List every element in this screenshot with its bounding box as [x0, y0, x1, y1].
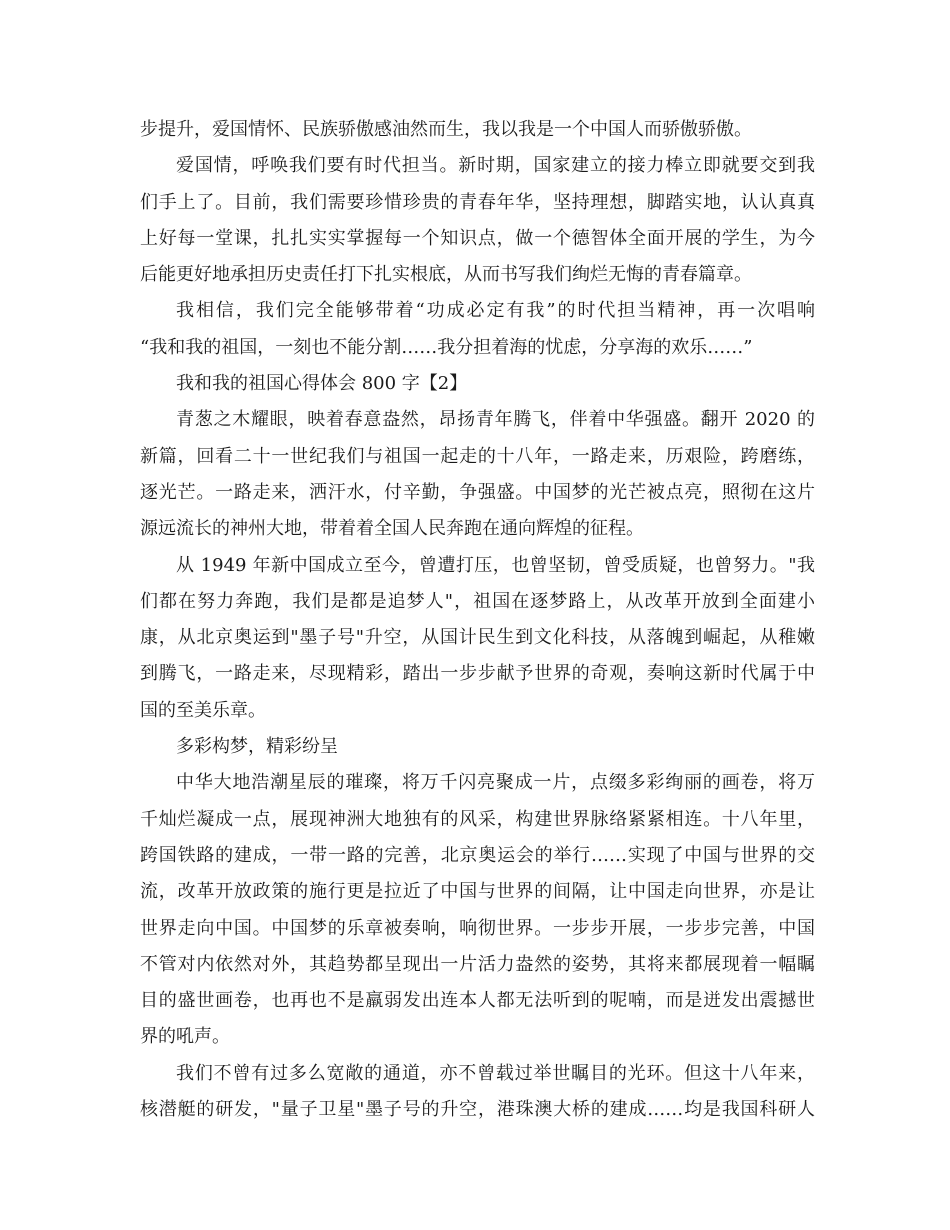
- text-line: 多彩构梦，精彩纷呈: [176, 736, 338, 758]
- text-line: 目的盛世画卷，也再也不是羸弱发出连本人都无法听到的呢喃，而是迸发出震撼世: [140, 990, 815, 1012]
- text-line: 我们不曾有过多么宽敞的通道，亦不曾载过举世瞩目的光环。但这十八年来，: [176, 1062, 815, 1084]
- text-line: 国的至美乐章。: [140, 699, 266, 721]
- section-heading: 我和我的祖国心得体会 800 字【2】: [176, 373, 468, 395]
- text-line: “我和我的祖国，一刻也不能分割……我分担着海的忧虑，分享海的欢乐……”: [140, 336, 753, 358]
- text-line: 跨国铁路的建成，一带一路的完善，北京奥运会的举行……实现了中国与世界的交: [140, 844, 815, 866]
- text-line: 们都在努力奔跑，我们是都是追梦人"，祖国在逐梦路上，从改革开放到全面建小: [140, 590, 815, 612]
- text-line: 新篇，回看二十一世纪我们与祖国一起走的十八年，一路走来，历艰险，跨磨练，: [140, 445, 815, 467]
- text-line: 步提升，爱国情怀、民族骄傲感油然而生，我以我是一个中国人而骄傲骄傲。: [140, 119, 752, 140]
- text-line: 到腾飞，一路走来，尽现精彩，踏出一步步献予世界的奇观，奏响这新时代属于中: [140, 663, 815, 685]
- text-line: 们手上了。目前，我们需要珍惜珍贵的青春年华，坚持理想，脚踏实地，认认真真: [140, 191, 815, 213]
- text-line: 源远流长的神州大地，带着着全国人民奔跑在通向辉煌的征程。: [140, 518, 644, 540]
- text-line: 中华大地浩潮星辰的璀璨，将万千闪亮聚成一片，点缀多彩绚丽的画卷，将万: [176, 772, 815, 794]
- text-line: 世界走向中国。中国梦的乐章被奏响，响彻世界。一步步开展，一步步完善，中国: [140, 917, 815, 939]
- text-line: 上好每一堂课，扎扎实实掌握每一个知识点，做一个德智体全面开展的学生，为今: [140, 227, 815, 249]
- text-line: 我相信，我们完全能够带着“功成必定有我”的时代担当精神，再一次唱响: [176, 300, 815, 322]
- text-line: 不管对内依然对外，其趋势都呈现出一片活力盎然的姿势，其将来都展现着一幅瞩: [140, 953, 815, 975]
- text-line: 逐光芒。一路走来，洒汗水，付辛勤，争强盛。中国梦的光芒被点亮，照彻在这片: [140, 481, 815, 503]
- text-line: 后能更好地承担历史责任打下扎实根底，从而书写我们绚烂无悔的青春篇章。: [140, 264, 752, 286]
- text-line: 康，从北京奥运到"墨子号"升空，从国计民生到文化科技，从落魄到崛起，从稚嫩: [140, 627, 815, 649]
- text-line: 青葱之木耀眼，映着春意盎然，昂扬青年腾飞，伴着中华强盛。翻开 2020 的: [176, 409, 815, 431]
- text-line: 界的吼声。: [140, 1026, 230, 1048]
- text-line: 爱国情，呼唤我们要有时代担当。新时期，国家建立的接力棒立即就要交到我: [176, 155, 815, 177]
- text-line: 核潜艇的研发，"量子卫星"墨子号的升空，港珠澳大桥的建成……均是我国科研人: [140, 1099, 815, 1121]
- text-line: 千灿烂凝成一点，展现神洲大地独有的风采，构建世界脉络紧紧相连。十八年里，: [140, 808, 815, 830]
- text-line: 流，改革开放政策的施行更是拉近了中国与世界的间隔，让中国走向世界，亦是让: [140, 881, 815, 903]
- text-line: 从 1949 年新中国成立至今，曾遭打压，也曾坚韧，曾受质疑，也曾努力。"我: [176, 554, 815, 576]
- body-text: [140, 112, 815, 1128]
